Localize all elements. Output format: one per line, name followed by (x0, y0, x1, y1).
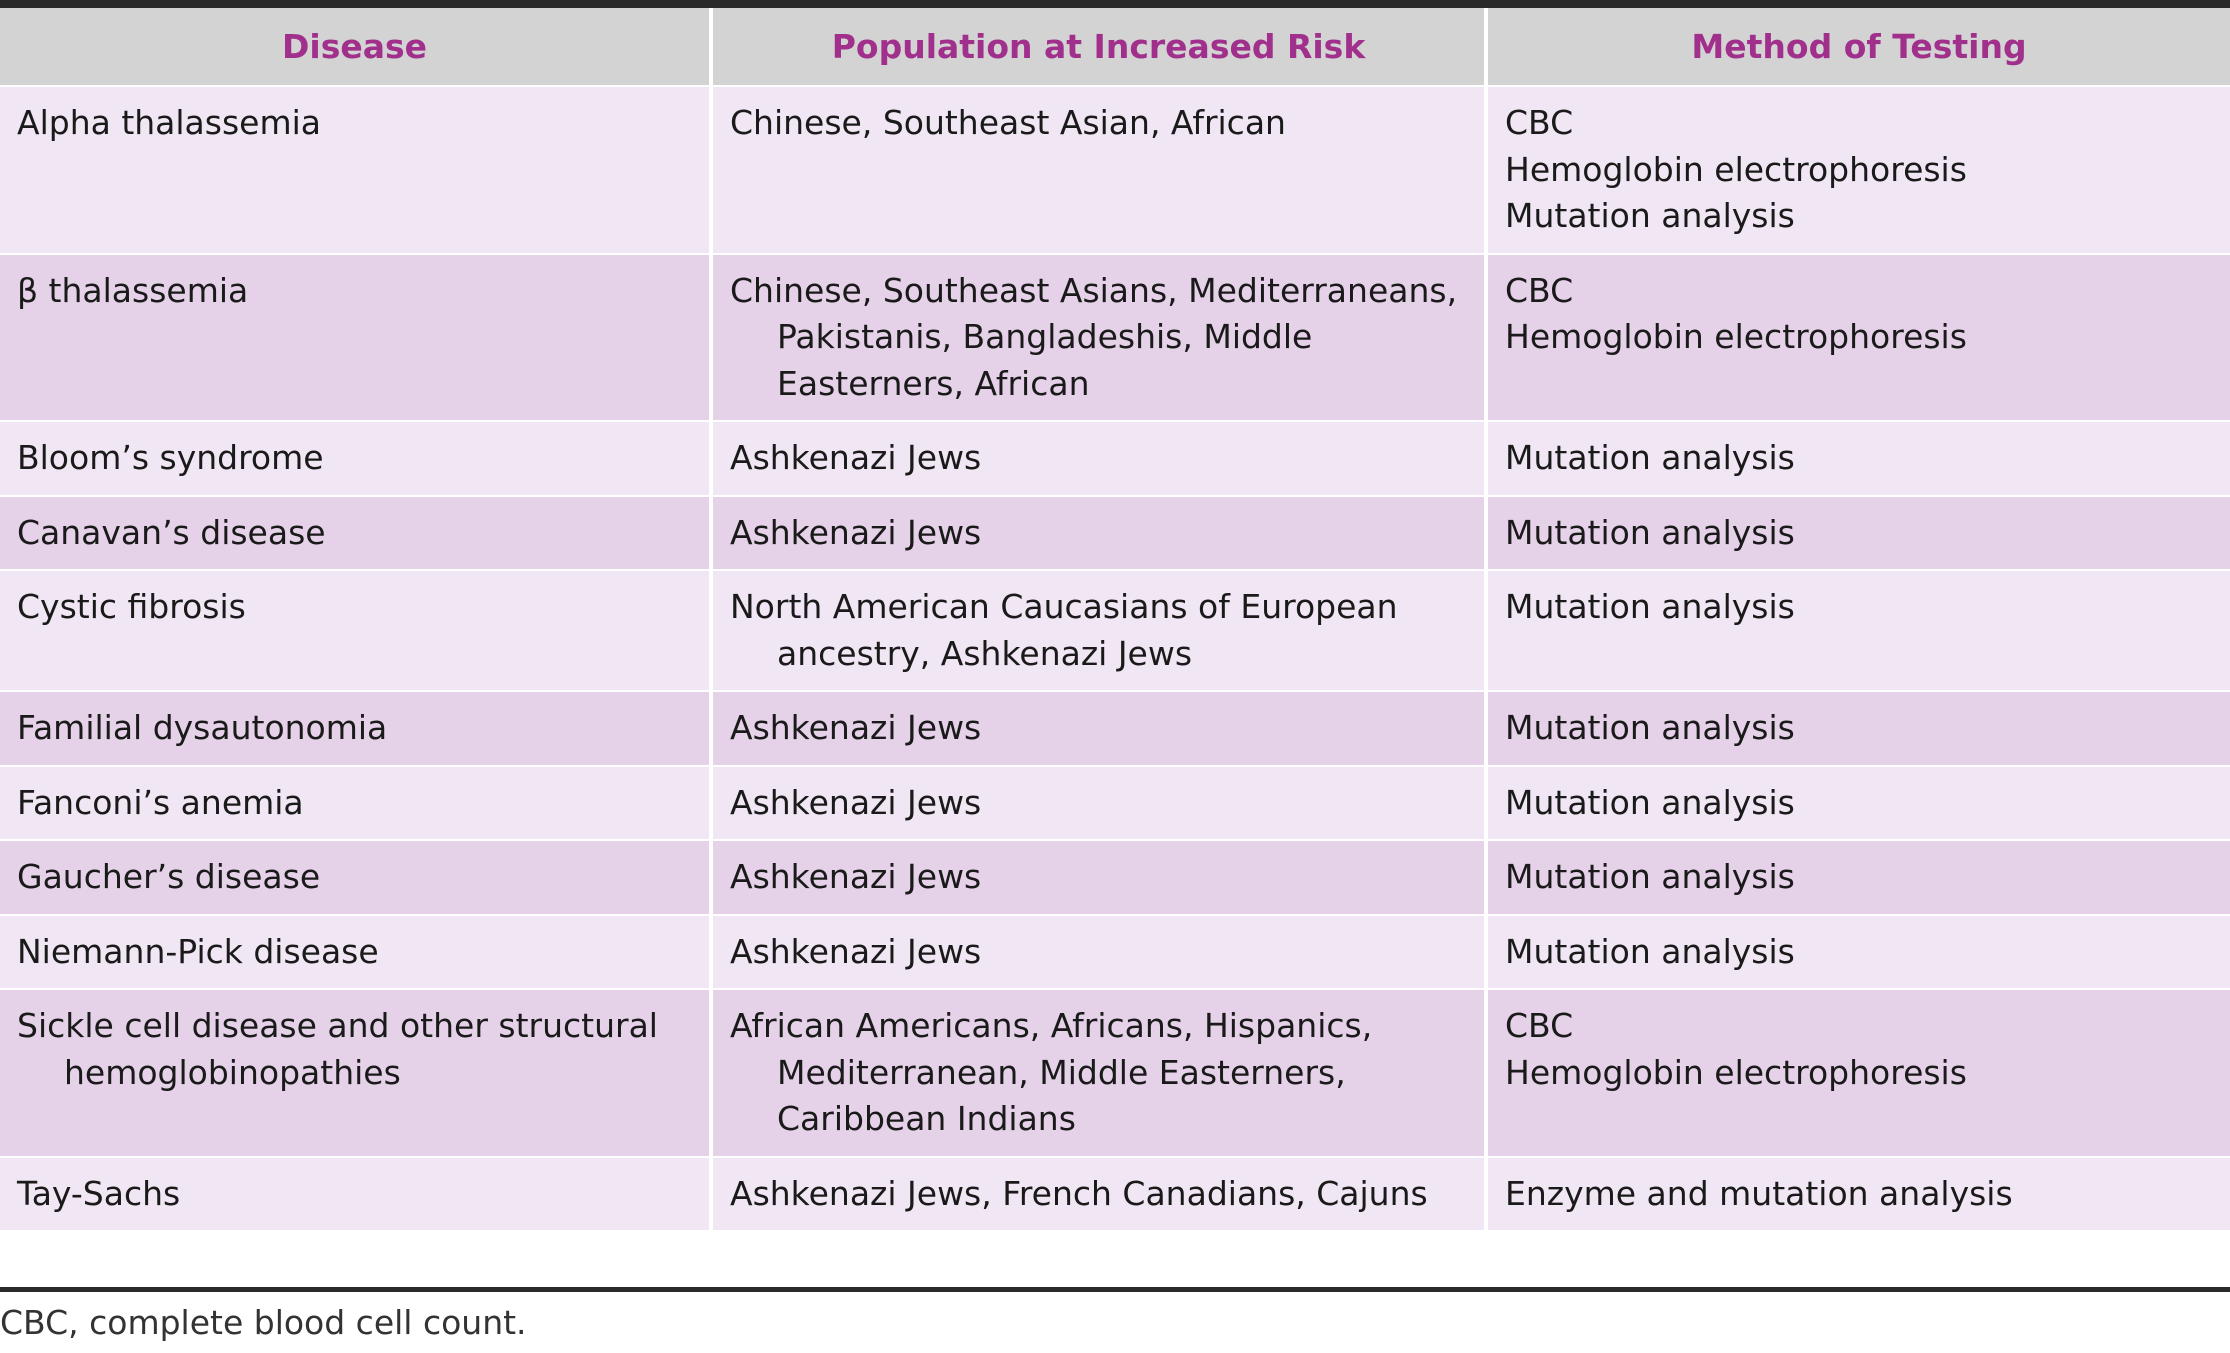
method-cell-line: Hemoglobin electrophoresis (1505, 1052, 1967, 1092)
table-row (0, 86, 2230, 254)
method-cell (1486, 1157, 2230, 1231)
method-cell-line: Enzyme and mutation analysis (1505, 1173, 2013, 1213)
disease-cell-line: β thalassemia (17, 270, 249, 310)
table-row (0, 840, 2230, 915)
disease-cell (0, 840, 711, 915)
population-cell (711, 496, 1486, 571)
population-cell-line: Ashkenazi Jews (730, 438, 982, 477)
method-cell-line: Mutation analysis (1505, 857, 1795, 896)
table-row (0, 691, 2230, 766)
method-cell (1486, 86, 2230, 254)
population-cell-line: Ashkenazi Jews (730, 931, 982, 971)
method-cell-line: Mutation analysis (1505, 708, 1795, 747)
table-row (0, 570, 2230, 691)
table-row (0, 1157, 2230, 1231)
header-population: Population at Increased Risk (711, 8, 1486, 86)
disease-cell-line: Cystic fibrosis (17, 587, 246, 626)
population-cell (711, 915, 1486, 990)
header-method: Method of Testing (1486, 8, 2230, 86)
disease-cell-line: Familial dysautonomia (17, 708, 388, 747)
header-row (0, 8, 2230, 86)
disease-cell (0, 915, 711, 990)
population-cell (711, 1157, 1486, 1231)
population-cell-line: Easterners, African (777, 363, 1090, 403)
disease-cell-line: Niemann-Pick disease (17, 931, 379, 971)
population-cell (711, 254, 1486, 422)
table-footnote: CBC, complete blood cell count. (0, 1303, 527, 1342)
population-cell (711, 86, 1486, 254)
population-cell-line: ancestry, Ashkenazi Jews (777, 633, 1193, 673)
disease-cell-line: hemoglobinopathies (64, 1052, 401, 1092)
method-cell (1486, 570, 2230, 691)
method-cell-line: Hemoglobin electrophoresis (1505, 317, 1967, 356)
population-cell-line: North American Caucasians of European (730, 587, 1398, 626)
population-cell (711, 766, 1486, 841)
table-row (0, 766, 2230, 841)
disease-cell (0, 421, 711, 496)
population-cell (711, 840, 1486, 915)
disease-cell (0, 989, 711, 1157)
disease-cell-line: Gaucher’s disease (17, 857, 321, 896)
top-rule (0, 0, 2230, 8)
population-cell (711, 421, 1486, 496)
disease-cell-line: Canavan’s disease (17, 512, 326, 552)
method-cell-line: Mutation analysis (1505, 587, 1795, 626)
population-cell-line: Mediterranean, Middle Easterners, (777, 1052, 1346, 1092)
method-cell-line: CBC (1505, 103, 1574, 142)
method-cell-line: Mutation analysis (1505, 931, 1795, 971)
population-cell-line: Chinese, Southeast Asian, African (730, 103, 1286, 142)
method-cell (1486, 989, 2230, 1157)
method-cell (1486, 766, 2230, 841)
population-cell-line: Ashkenazi Jews (730, 708, 982, 747)
population-cell-line: Ashkenazi Jews (730, 512, 982, 552)
population-cell (711, 989, 1486, 1157)
bottom-rule (0, 1287, 2230, 1292)
disease-cell-line: Fanconi’s anemia (17, 782, 304, 822)
method-cell (1486, 496, 2230, 571)
method-cell-line: Mutation analysis (1505, 782, 1795, 822)
table-row (0, 915, 2230, 990)
disease-cell (0, 496, 711, 571)
disease-cell-line: Bloom’s syndrome (17, 438, 324, 477)
disease-cell (0, 691, 711, 766)
table-row (0, 496, 2230, 571)
disease-cell (0, 570, 711, 691)
population-cell (711, 570, 1486, 691)
population-cell-line: Caribbean Indians (777, 1099, 1076, 1138)
disease-cell-line: Sickle cell disease and other structural (17, 1006, 658, 1045)
population-cell-line: Ashkenazi Jews (730, 782, 982, 822)
method-cell (1486, 915, 2230, 990)
population-cell-line: Ashkenazi Jews, French Canadians, Cajuns (730, 1173, 1428, 1213)
table-row (0, 254, 2230, 422)
method-cell-line: Mutation analysis (1505, 438, 1795, 477)
population-cell-line: Ashkenazi Jews (730, 857, 982, 896)
method-cell-line: CBC (1505, 1006, 1574, 1045)
method-cell (1486, 840, 2230, 915)
method-cell (1486, 421, 2230, 496)
screening-table (0, 8, 2230, 1230)
method-cell (1486, 691, 2230, 766)
table-row (0, 989, 2230, 1157)
method-cell-line: Mutation analysis (1505, 512, 1795, 552)
method-cell-line: Mutation analysis (1505, 196, 1795, 235)
disease-cell-line: Alpha thalassemia (17, 103, 322, 142)
disease-cell (0, 766, 711, 841)
disease-cell (0, 254, 711, 422)
disease-cell (0, 86, 711, 254)
table-row (0, 421, 2230, 496)
population-cell-line: Chinese, Southeast Asians, Mediterraneans, (730, 270, 1458, 310)
disease-cell (0, 1157, 711, 1231)
method-cell-line: Hemoglobin electrophoresis (1505, 149, 1967, 189)
population-cell-line: Pakistanis, Bangladeshis, Middle (777, 317, 1313, 356)
method-cell-line: CBC (1505, 270, 1574, 310)
method-cell (1486, 254, 2230, 422)
population-cell (711, 691, 1486, 766)
population-cell-line: African Americans, Africans, Hispanics, (730, 1006, 1373, 1045)
disease-cell-line: Tay-Sachs (17, 1173, 181, 1213)
header-disease: Disease (0, 8, 711, 86)
table-body (0, 86, 2230, 1230)
